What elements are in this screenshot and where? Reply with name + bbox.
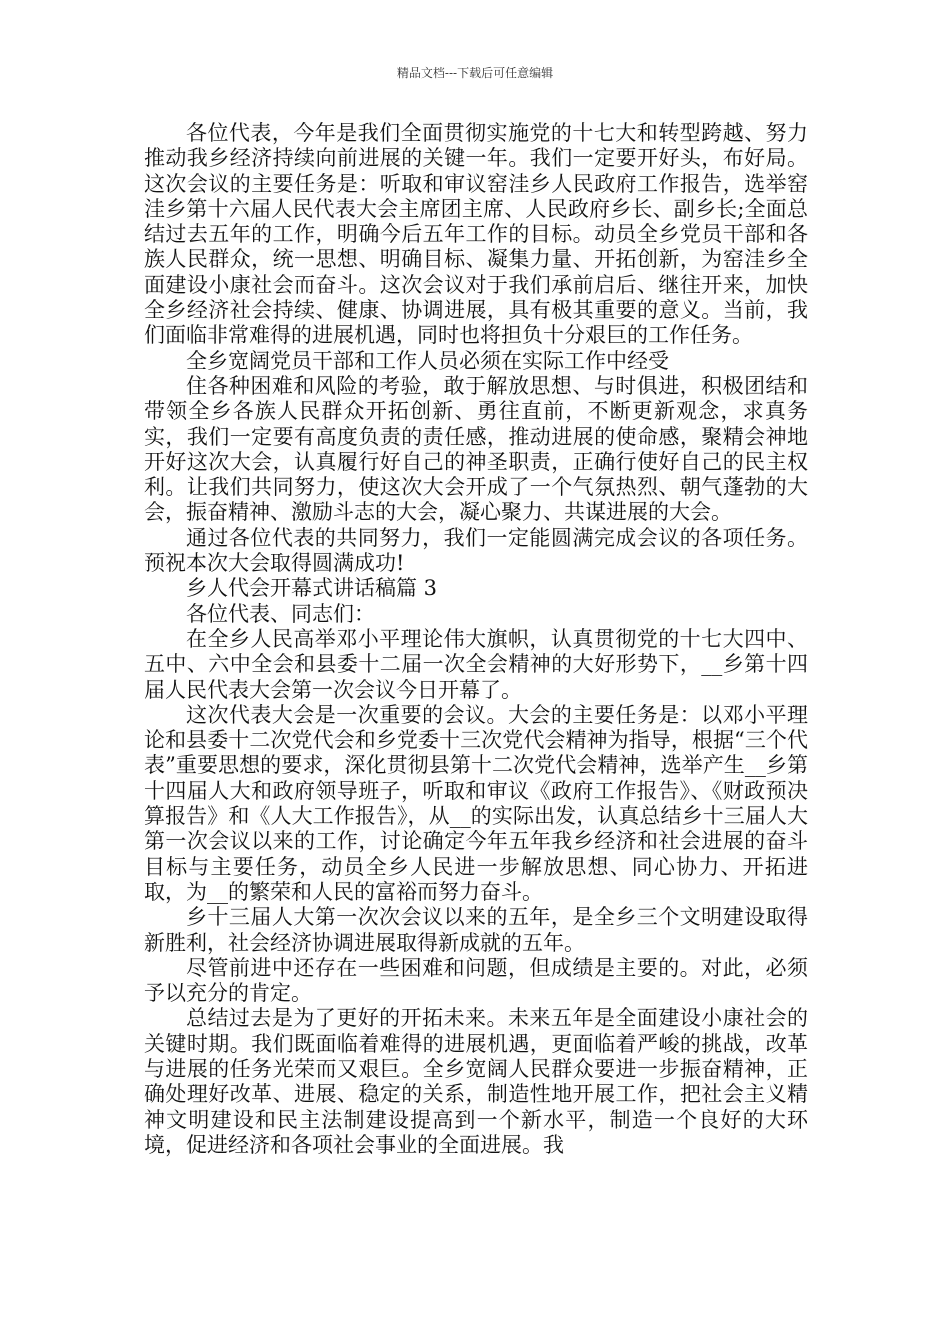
paragraph: 通过各位代表的共同努力，我们一定能圆满完成会议的各项任务。预祝本次大会取得圆满成功! [144, 525, 808, 576]
paragraph: 乡十三届人大第一次次会议以来的五年，是全乡三个文明建设取得新胜利，社会经济协调进展取得新成就的五年。 [144, 905, 808, 955]
paragraph: 总结过去是为了更好的开拓未来。未来五年是全面建设小康社会的关键时期。我们既面临着难得的进展机遇，更面临着严峻的挑战，改革与进展的任务光荣而又艰巨。全乡宽阔人民群众要进一步振奋精神，正确处理好改革、进展、稳定的关系，制造性地开展工作，把社会主义精神文明建设和民主法制建设提高到一个新水平，制造一个良好的大环境，促进经济和各项社会事业的全面进展。我 [144, 1006, 808, 1157]
paragraph: 各位代表，今年是我们全面贯彻实施党的十七大和转型跨越、努力推动我乡经济持续向前进展的关键一年。我们一定要开好头，布好局。这次会议的主要任务是：听取和审议窑洼乡人民政府工作报告，选举窑洼乡第十六届人民代表大会主席团主席、人民政府乡长、副乡长;全面总结过去五年的工作，明确今后五年工作的目标。动员全乡党员干部和各族人民群众，统一思想、明确目标、凝集力量、开拓创新，为窑洼乡全面建设小康社会而奋斗。这次会议对于我们承前启后、继往开来，加快全乡经济社会持续、健康、协调进展，具有极其重要的意义。当前，我们面临非常难得的进展机遇，同时也将担负十分艰巨的工作任务。 [144, 121, 808, 348]
paragraph: 全乡宽阔党员干部和工作人员必须在实际工作中经受 [186, 348, 669, 373]
section-heading: 乡人代会开幕式讲话稿篇 3 [186, 576, 438, 601]
paragraph: 尽管前进中还存在一些困难和问题，但成绩是主要的。对此，必须予以充分的肯定。 [144, 955, 808, 1006]
salutation: 各位代表、同志们： [186, 601, 375, 626]
page-header: 精品文档---下载后可任意编辑 [396, 66, 554, 80]
document-body [144, 121, 808, 1158]
paragraph: 这次代表大会是一次重要的会议。大会的主要任务是：以邓小平理论和县委十二次党代会和乡党委十三次党代会精神为指导，根据“三个代表”重要思想的要求，深化贯彻县第十二次党代会精神，选举产生__乡第十四届人大和政府领导班子，听取和审议《政府工作报告》、《财政预决算报告》和《人大工作报告》，从__的实际出发，认真总结乡十三届人大第一次会议以来的工作，讨论确定今年五年我乡经济和社会进展的奋斗目标与主要任务，动员全乡人民进一步解放思想、同心协力、开拓进取，为__的繁荣和人民的富裕而努力奋斗。 [144, 702, 808, 904]
paragraph: 住各种困难和风险的考验，敢于解放思想、与时俱进，积极团结和带领全乡各族人民群众开拓创新、勇往直前，不断更新观念，求真务实，我们一定要有高度负责的责任感，推动进展的使命感，聚精会神地开好这次大会，认真履行好自己的神圣职责，正确行使好自己的民主权利。让我们共同努力，使这次大会开成了一个气氛热烈、朝气蓬勃的大会，振奋精神、激励斗志的大会，凝心聚力、共谋进展的大会。 [144, 373, 808, 525]
paragraph: 在全乡人民高举邓小平理论伟大旗帜，认真贯彻党的十七大四中、五中、六中全会和县委十二届一次全会精神的大好形势下，__乡第十四届人民代表大会第一次会议今日开幕了。 [144, 626, 808, 702]
